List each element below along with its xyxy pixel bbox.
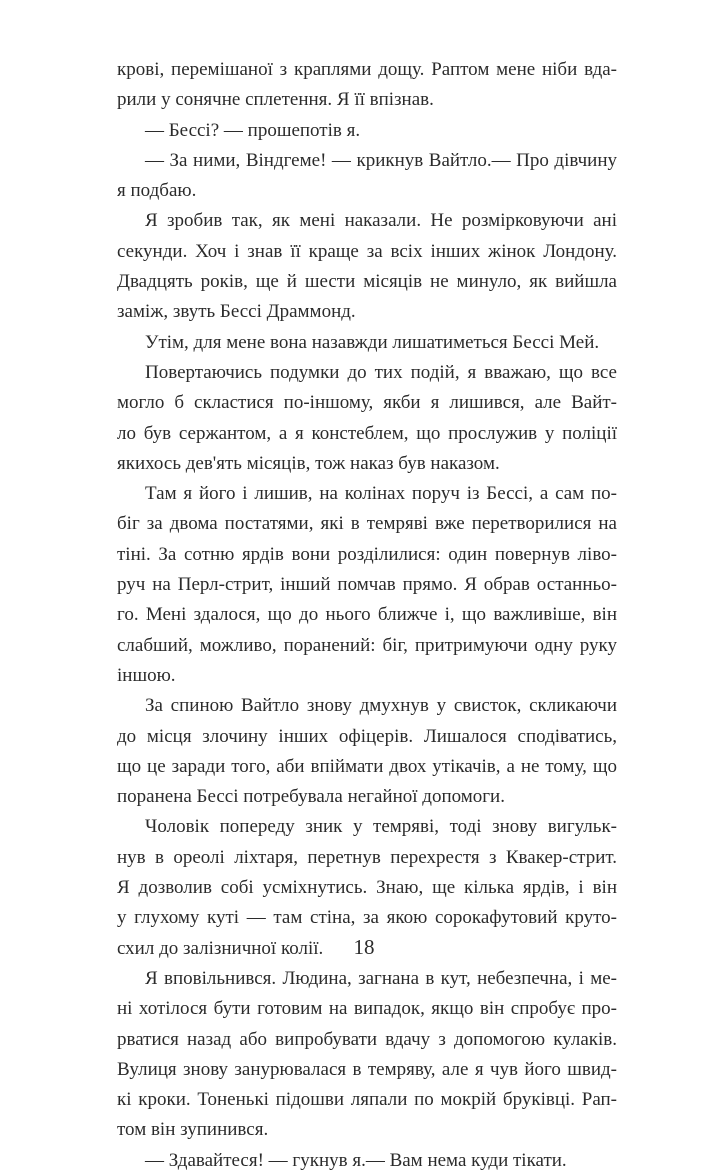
text-line: біг за двома постатями, які в темряві вже перетворилися на [117,513,617,535]
text-line: За спиною Вайтло знову дмухнув у свисток, скликаючи [145,695,617,717]
page-number: 18 [353,935,375,959]
text-line: руч на Перл-стрит, інший помчав прямо. Я обрав останньо- [117,574,617,596]
text-line: якихось дев'ять місяців, тож наказ був наказом. [117,452,500,474]
text-line: — Здавайтеся! — гукнув я.— Вам нема куди тікати. [145,1149,567,1171]
body-text [117,55,617,1176]
text-line: нув в ореолі ліхтаря, перетнув перехрестя з Квакер-стрит. [117,846,617,868]
text-line: том він зупинився. [117,1119,269,1141]
text-line: рили у сонячне сплетення. Я її впізнав. [117,89,434,111]
text-line: я подбаю. [117,180,197,202]
text-line: Повертаючись подумки до тих подій, я вважаю, що все [145,361,617,383]
text-line: іншою. [117,664,176,686]
text-line: слабший, можливо, поранений: біг, притримуючи одну руку [117,634,617,656]
text-line: Вулиця знову занурювалася в темряву, але я чув його швид- [117,1058,617,1080]
text-line: Чоловік попереду зник у темряві, тоді знову вигульк- [145,816,617,838]
text-line: Я дозволив собі усміхнутись. Знаю, ще кілька ярдів, і він [117,877,617,899]
text-line: крові, перемішаної з краплями дощу. Раптом мене ніби вда- [117,59,617,80]
text-line: що це заради того, аби впіймати двох утікачів, а не тому, що [117,755,617,777]
text-line: Там я його і лишив, на колінах поруч із Бессі, а сам по- [145,483,617,505]
text-line: тіні. За сотню ярдів вони розділилися: один повернув ліво- [117,543,617,565]
text-line: поранена Бессі потребувала негайної допомоги. [117,786,505,808]
text-line: ло був сержантом, а я констеблем, що прослужив у поліції [117,422,617,444]
text-line: могло б скластися по-іншому, якби я лишився, але Вайт- [117,392,617,414]
text-line: го. Мені здалося, що до нього ближче і, що важливіше, він [117,604,617,626]
text-line: кі кроки. Тоненькі підошви ляпали по мокрій бруківці. Рап- [117,1089,617,1111]
text-line: ні хотілося бути готовим на випадок, якщо він спробує про- [117,998,617,1020]
text-line: Утім, для мене вона назавжди лишатиметься Бессі Мей. [145,331,600,353]
text-line: — За ними, Віндгеме! — крикнув Вайтло.— Про дівчину [145,149,617,171]
text-line: заміж, звуть Бессі Драммонд. [117,301,356,323]
text-line: схил до залізничної колії. [117,937,324,959]
text-line: Я вповільнився. Людина, загнана в кут, небезпечна, і ме- [145,967,617,989]
text-line: рватися назад або випробувати вдачу з допомогою кулаків. [117,1028,617,1050]
text-line: — Бессі? — прошепотів я. [145,119,361,141]
text-line: Двадцять років, ще й шести місяців не минуло, як вийшла [117,271,617,293]
text-line: до місця злочину інших офіцерів. Лишалося сподіватись, [117,725,617,747]
text-line: секунди. Хоч і знав її краще за всіх інших жінок Лондону. [117,240,617,262]
text-line: Я зробив так, як мені наказали. Не розмірковуючи ані [145,210,617,232]
text-line: у глухому куті — там стіна, за якою сорокафутовий круто- [117,907,617,929]
